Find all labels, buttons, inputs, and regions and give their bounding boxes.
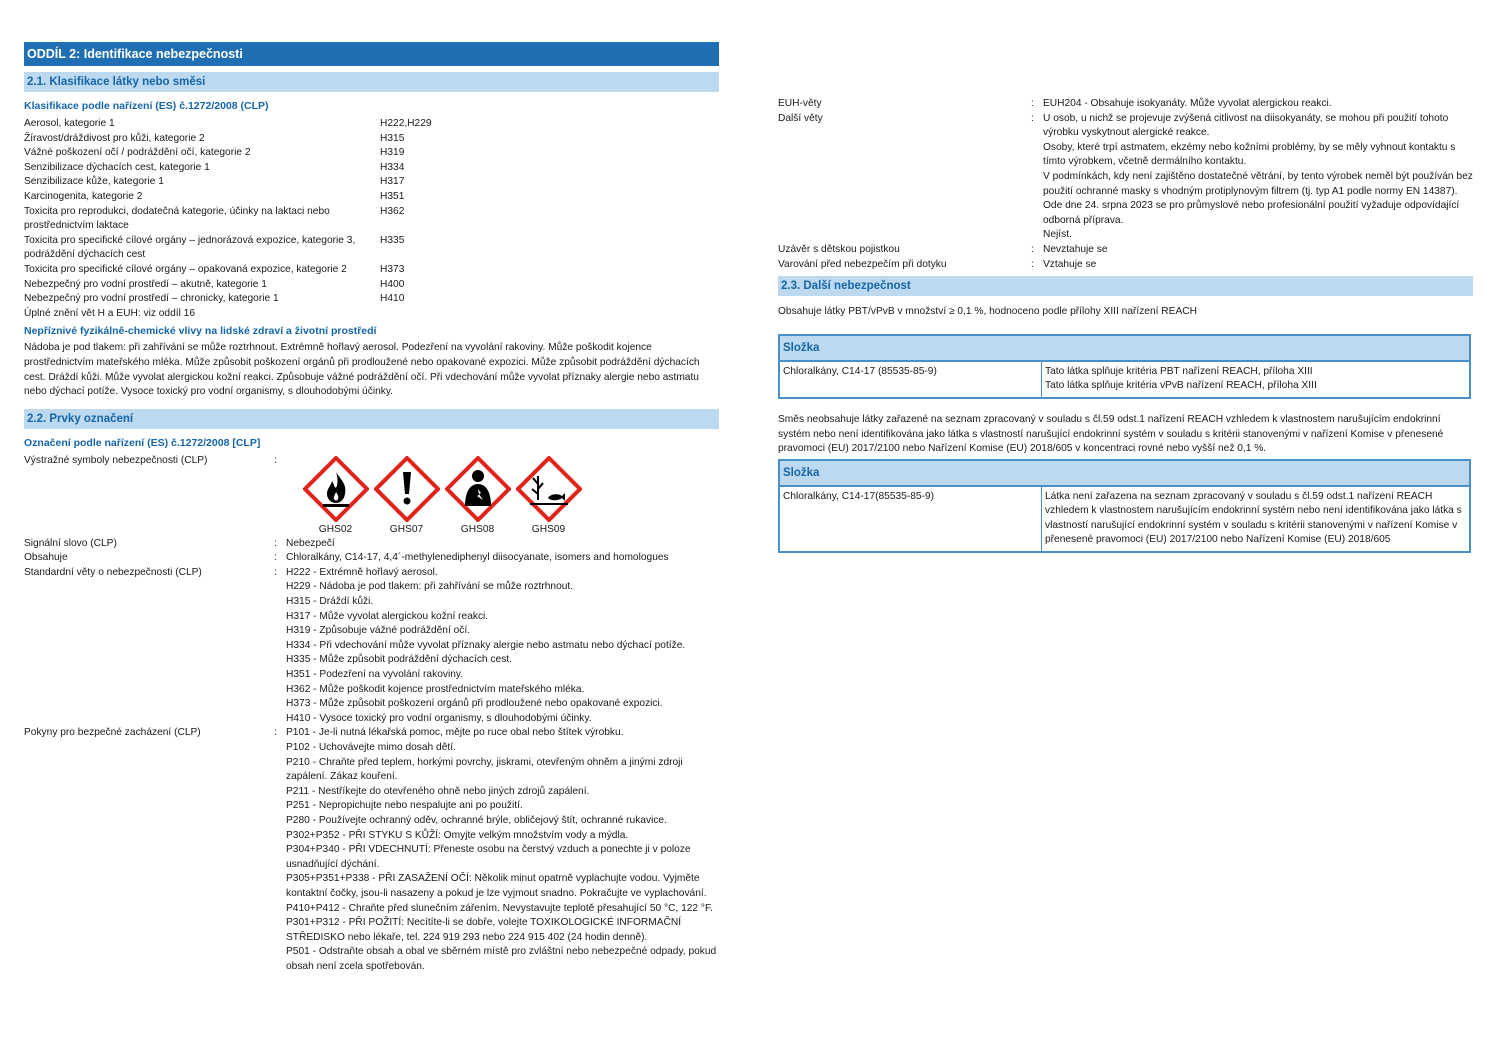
endocrine-component-table: [778, 459, 1471, 553]
pictogram-label: GHS07: [389, 523, 424, 535]
pictogram-ghs07: [371, 456, 442, 537]
tactile-warning-label: Varování před nebezpečím při dotyku: [778, 258, 947, 270]
hazard-code: H400: [380, 278, 405, 290]
pictogram-ghs09: [513, 456, 584, 537]
component-name: Chloralkány, C14-17(85535-85-9): [779, 486, 1042, 552]
hazard-class: Nebezpečný pro vodní prostředí – chronicky, kategorie 1: [24, 293, 279, 305]
hazard-class: Karcinogenita, kategorie 2: [24, 190, 143, 202]
classification-row: [24, 278, 719, 293]
contains-label: Obsahuje: [24, 552, 68, 564]
contains-row: Obsahuje : Chloralkány, C14-17, 4,4´-methylenediphenyl diisocyanate, isomers and homologues: [24, 551, 719, 566]
section-2-1-title: 2.1. Klasifikace látky nebo směsi: [24, 72, 719, 92]
tactile-warning-value: Vztahuje se: [1043, 258, 1097, 270]
classification-list: [24, 117, 719, 307]
table-header: Složka: [779, 335, 1470, 361]
table-row: [779, 486, 1470, 552]
classification-row: [24, 117, 719, 132]
hazard-code: H351: [380, 190, 405, 202]
signal-word-row: Signální slovo (CLP) : Nebezpečí: [24, 537, 719, 552]
other-phrases-label: Další věty: [778, 112, 823, 124]
other-phrase: Nejíst.: [1043, 229, 1072, 241]
right-column: [778, 97, 1473, 553]
precautionary-statement: P102 - Uchovávejte mimo dosah dětí.: [286, 742, 456, 753]
hazard-class: Senzibilizace dýchacích cest, kategorie 1: [24, 161, 210, 173]
hazard-statement: H222 - Extrémně hořlavý aerosol.: [286, 566, 438, 578]
pictogram-label: GHS02: [318, 523, 353, 535]
component-criteria: [1042, 361, 1471, 398]
precautionary-statement: P305+P351+P338 - PŘI ZASAŽENÍ OČÍ: Několik minut opatrně vyplachujte vodou. Vyjměte kontaktní čočky, jsou-li nasazeny a pokud je lze vyjmout snadno. Pokračujte ve vyplachování.: [286, 873, 707, 899]
other-phrases-row: Další věty : U osob, u nichž se projevuje zvýšená citlivost na diisokyanáty, se mohou při použití tohoto výrobku vyskytnout alergické reakce. Osoby, které trpí astmatem, ekzémy nebo kožními problémy, by se měly vyhnout kontaktu s tímto výrobkem, včetně dermálního kontaktu. V podmínkách, kdy není zajištěno dostatečné větrání, by tento výrobek neměl být používán bez použití ochranné masky s vhodným protiplynovým filtrem (tj. typ A1 podle normy EN 14387). Ode dne 24. srpna 2023 se pro průmyslové nebo profesionální použití vyžaduje odpovídající odborná příprava. Nejíst.: [778, 112, 1473, 243]
child-closure-value: Nevztahuje se: [1043, 243, 1108, 255]
classification-row: [24, 292, 719, 307]
table-header: Složka: [779, 460, 1470, 486]
contains-value: Chloralkány, C14-17, 4,4´-methylenediphenyl diisocyanate, isomers and homologues: [286, 552, 669, 564]
pictogram-ghs08: [442, 456, 513, 537]
precautionary-statement: P101 - Je-li nutná lékařská pomoc, mějte po ruce obal nebo štítek výrobku.: [286, 727, 624, 739]
pictogram-ghs02: [300, 456, 371, 537]
classification-row: [24, 234, 719, 263]
precautionary-statements-list: [286, 726, 719, 974]
hazard-statement: H229 - Nádoba je pod tlakem: při zahřívání se může roztrhnout.: [286, 581, 574, 593]
hazard-statements-row: Standardní věty o nebezpečnosti (CLP) : H222 - Extrémně hořlavý aerosol. H229 - Nádoba je pod tlakem: při zahřívání se může roztrhnout. H315 - Dráždí kůži. H317 - Může vyvolat alergickou kožní reakci. H319 - Způsobuje vážné podráždění očí. H334 - Při vdechování může vyvolat příznaky alergie nebo astmatu nebo dýchací potíže. H335 - Může způsobit podráždění dýchacích cest. H351 - Podezření na vyvolání rakoviny. H362 - Může poškodit kojence prostřednictvím mateřského mléka. H373 - Může způsobit poškození orgánů při prodloužené nebo opakované expozici. H410 - Vysoce toxický pro vodní organismy, s dlouhodobými účinky.: [24, 566, 719, 727]
classification-row: [24, 146, 719, 161]
euh-value: EUH204 - Obsahuje isokyanáty. Může vyvolat alergickou reakci.: [1043, 98, 1332, 109]
hazard-class: Aerosol, kategorie 1: [24, 118, 115, 129]
table-row: [779, 361, 1470, 398]
hazard-code: H317: [380, 176, 405, 188]
euh-row: EUH-věty : EUH204 - Obsahuje isokyanáty. Může vyvolat alergickou reakci.: [778, 97, 1473, 112]
hazard-class: Žíravost/dráždivost pro kůži, kategorie 2: [24, 132, 205, 144]
adverse-effects-heading: Nepříznivé fyzikálně-chemické vlivy na lidské zdraví a životní prostředí: [24, 325, 377, 338]
classification-row: [24, 161, 719, 176]
hazard-code: H334: [380, 161, 405, 173]
hazard-class: Nebezpečný pro vodní prostředí – akutně, kategorie 1: [24, 278, 267, 290]
classification-row: [24, 175, 719, 190]
symbols-label: Výstražné symboly nebezpečnosti (CLP): [24, 454, 208, 466]
section-2-2-title: 2.2. Prvky označení: [24, 409, 719, 429]
clp-classification-heading: Klasifikace podle nařízení (ES) č.1272/2008 (CLP): [24, 100, 269, 112]
hazard-pictograms: [300, 456, 719, 537]
health-hazard-pictogram-icon: [445, 456, 511, 522]
other-phrase: Ode dne 24. srpna 2023 se pro průmyslové nebo profesionální použití vyžaduje odpovídající odborná příprava.: [1043, 200, 1460, 226]
precautionary-statement: P211 - Nestříkejte do otevřeného ohně nebo jiných zdrojů zapálení.: [286, 785, 590, 797]
hazard-code: H222,H229: [380, 118, 432, 129]
classification-row: [24, 263, 719, 278]
precautionary-statement: P304+P340 - PŘI VDECHNUTÍ: Přeneste osobu na čerstvý vzduch a ponechte ji v poloze usnadňující dýchání.: [286, 844, 691, 870]
hazard-statement: H334 - Při vdechování může vyvolat příznaky alergie nebo astmatu nebo dýchací potíže.: [286, 639, 686, 651]
hazard-statements-label: Standardní věty o nebezpečnosti (CLP): [24, 566, 202, 578]
clp-labelling-heading: Označení podle nařízení (ES) č.1272/2008 [CLP]: [24, 436, 261, 449]
hazard-statement: H315 - Dráždí kůži.: [286, 596, 374, 608]
flame-pictogram-icon: [303, 456, 369, 522]
hazard-statement: H317 - Může vyvolat alergickou kožní reakci.: [286, 610, 489, 622]
precautionary-statement: P410+P412 - Chraňte před slunečním zářením. Nevystavujte teplotě přesahující 50 °C, 122 °F.: [286, 902, 713, 914]
classification-row: [24, 190, 719, 205]
precautionary-statement: P251 - Nepropichujte nebo nespalujte ani po použití.: [286, 800, 523, 812]
classification-row: [24, 132, 719, 147]
hazard-code: H373: [380, 263, 405, 275]
signal-word-value: Nebezpečí: [286, 537, 335, 549]
pictogram-label: GHS08: [460, 523, 495, 535]
other-phrase: U osob, u nichž se projevuje zvýšená citlivost na diisokyanáty, se mohou při použití tohoto výrobku vyskytnout alergické reakce.: [1043, 112, 1449, 139]
component-endocrine-status: Látka není zařazena na seznam zpracovaný v souladu s čl.59 odst.1 nařízení REACH vzhledem k vlastnostem narušujícím endokrinní systém nebo není identifikována jako látka s vlastností narušující endokrinní systém v souladu s kritérii stanovenými v nařízení Komise v přenesené pravomoci (EU) 2017/2100 nebo Nařízení Komise (EU) 2018/605: [1042, 486, 1471, 552]
component-name: Chloralkány, C14-17 (85535-85-9): [779, 361, 1042, 398]
precautionary-statement: P280 - Používejte ochranný oděv, ochranné brýle, obličejový štít, ochranné rukavice.: [286, 814, 667, 826]
hazard-statement: H362 - Může poškodit kojence prostřednictvím mateřského mléka.: [286, 683, 585, 695]
hazard-class: Toxicita pro reprodukci, dodatečná kategorie, účinky na laktaci nebo prostřednictvím laktace: [24, 205, 330, 232]
hazard-statement: H410 - Vysoce toxický pro vodní organismy, s dlouhodobými účinky.: [286, 712, 592, 724]
symbols-row: Výstražné symboly nebezpečnosti (CLP) : GHS02 GHS07 GHS08 GHS09: [24, 454, 719, 537]
hazard-statement: H319 - Způsobuje vážné podráždění očí.: [286, 625, 471, 637]
hazard-code: H335: [380, 234, 405, 246]
hazard-code: H315: [380, 132, 405, 144]
precautionary-statement: P210 - Chraňte před teplem, horkými povrchy, jiskrami, otevřeným ohněm a jinými zdroji zapálení. Zákaz kouření.: [286, 756, 683, 783]
child-closure-label: Uzávěr s dětskou pojistkou: [778, 243, 900, 255]
criteria-line: Tato látka splňuje kritéria PBT nařízení REACH, příloha XIII: [1045, 365, 1313, 377]
hazard-statement: H335 - Může způsobit podráždění dýchacích cest.: [286, 654, 512, 666]
hazard-class: Vážné poškození očí / podráždění očí, kategorie 2: [24, 147, 251, 159]
section-title: ODDÍL 2: Identifikace nebezpečnosti: [24, 42, 719, 66]
precautionary-statement: P302+P352 - PŘI STYKU S KŮŽÍ: Omyjte velkým množstvím vody a mýdla.: [286, 829, 629, 841]
classification-row: [24, 205, 719, 234]
criteria-line: Tato látka splňuje kritéria vPvB nařízení REACH, příloha XIII: [1045, 380, 1317, 392]
other-phrases-list: [1043, 112, 1473, 243]
hazard-statement: H373 - Může způsobit poškození orgánů při prodloužené nebo opakované expozici.: [286, 698, 663, 710]
signal-word-label: Signální slovo (CLP): [24, 537, 117, 549]
other-phrase: Osoby, které trpí astmatem, ekzémy nebo kožními problémy, by se měly vyhnout kontaktu s tímto výrobkem, včetně dermálního kontaktu.: [1043, 141, 1456, 168]
hazard-statement: H351 - Podezření na vyvolání rakoviny.: [286, 669, 464, 681]
environment-pictogram-icon: [516, 456, 582, 522]
child-closure-row: Uzávěr s dětskou pojistkou : Nevztahuje se: [778, 243, 1473, 258]
hazard-class: Toxicita pro specifické cílové orgány – jednorázová expozice, kategorie 3, podráždění dýchacích cest: [24, 234, 356, 261]
endocrine-text: Směs neobsahuje látky zařazené na seznam zpracovaný v souladu s čl.59 odst.1 nařízení REACH vzhledem k vlastnostem narušujícím endokrinní systém nebo není identifikována jako látka s vlastností narušující endokrinní systém v souladu s kritérii stanovenými v nařízení Komise v přenesené pravomoci (EU) 2017/2100 nebo Nařízení Komise (EU) 2018/605 v koncentraci rovné nebo vyšší než 0,1 %.: [778, 413, 1444, 455]
pbt-component-table: [778, 334, 1471, 399]
precautionary-statement: P301+P312 - PŘI POŽITÍ: Necítíte-li se dobře, volejte TOXIKOLOGICKÉ INFORMAČNÍ STŘEDISKO nebo lékaře, tel. 224 919 293 nebo 224 915 402 (24 hodin denně).: [286, 917, 682, 943]
euh-label: EUH-věty: [778, 98, 822, 109]
hazard-class: Toxicita pro specifické cílové orgány – opakovaná expozice, kategorie 2: [24, 263, 347, 275]
left-column: [24, 42, 719, 975]
section-2-3-title: 2.3. Další nebezpečnost: [778, 276, 1473, 296]
pictogram-label: GHS09: [531, 523, 566, 535]
precautionary-statement: P501 - Odstraňte obsah a obal ve sběrném místě pro zvláštní nebo nebezpečné odpady, pokud obsah není zcela spotřebován.: [286, 946, 717, 972]
hazard-statements-list: [286, 566, 719, 727]
exclamation-pictogram-icon: [374, 456, 440, 522]
hazard-class: Senzibilizace kůže, kategorie 1: [24, 176, 164, 188]
hazard-code: H362: [380, 205, 405, 217]
precautionary-statements-row: Pokyny pro bezpečné zacházení (CLP) : P101 - Je-li nutná lékařská pomoc, mějte po ruce obal nebo štítek výrobku. P102 - Uchovávejte mimo dosah dětí. P210 - Chraňte před teplem, horkými povrchy, jiskrami, otevřeným ohněm a jinými zdroji zapálení. Zákaz kouření. P211 - Nestříkejte do otevřeného ohně nebo jiných zdrojů zapálení. P251 - Nepropichujte nebo nespalujte ani po použití. P280 - Používejte ochranný oděv, ochranné brýle, obličejový štít, ochranné rukavice. P302+P352 - PŘI STYKU S KŮŽÍ: Omyjte velkým množstvím vody a mýdla. P304+P340 - PŘI VDECHNUTÍ: Přeneste osobu na čerstvý vzduch a ponechte ji v poloze usnadňující dýchání. P305+P351+P338 - PŘI ZASAŽENÍ OČÍ: Několik minut opatrně vyplachujte vodou. Vyjměte kontaktní čočky, jsou-li nasazeny a pokud je lze vyjmout snadno. Pokračujte ve vyplachování. P410+P412 - Chraňte před slunečním zářením. Nevystavujte teplotě přesahující 50 °C, 122 °F. P301+P312 - PŘI POŽITÍ: Necítíte-li se dobře, volejte TOXIKOLOGICKÉ INFORMAČNÍ STŘEDISKO nebo lékaře, tel. 224 919 293 nebo 224 915 402 (24 hodin denně). P501 - Odstraňte obsah a obal ve sběrném místě pro zvláštní nebo nebezpečné odpady, pokud obsah není zcela spotřebován.: [24, 726, 719, 974]
full-text-note: Úplné znění vět H a EUH: viz oddíl 16: [24, 307, 196, 319]
precautionary-statements-label: Pokyny pro bezpečné zacházení (CLP): [24, 727, 201, 739]
hazard-code: H319: [380, 147, 405, 159]
hazard-code: H410: [380, 293, 405, 305]
tactile-warning-row: Varování před nebezpečím při dotyku : Vztahuje se: [778, 258, 1473, 273]
adverse-effects-text: Nádoba je pod tlakem: při zahřívání se může roztrhnout. Extrémně hořlavý aerosol. Podezření na vyvolání rakoviny. Může poškodit kojence prostřednictvím mateřského mléka. Může způsobit poškození orgánů při prodloužené nebo opakované expozici. Může způsobit podráždění dýchacích cest. Dráždí kůži. Může vyvolat alergickou kožní reakci. Způsobuje vážné podráždění očí. Při vdechování může vyvolat příznaky alergie nebo astmatu nebo dýchací potíže. Vysoce toxický pro vodní organismy, s dlouhodobými účinky.: [24, 342, 700, 398]
pbt-text: Obsahuje látky PBT/vPvB v množství ≥ 0,1 %, hodnoceno podle přílohy XIII nařízení REACH: [778, 306, 1197, 318]
other-phrase: V podmínkách, kdy není zajištěno dostatečné větrání, by tento výrobek neměl být používán bez použití ochranné masky s vhodným protiplynovým filtrem (tj. typ A1 podle normy EN 14387).: [1043, 170, 1473, 197]
